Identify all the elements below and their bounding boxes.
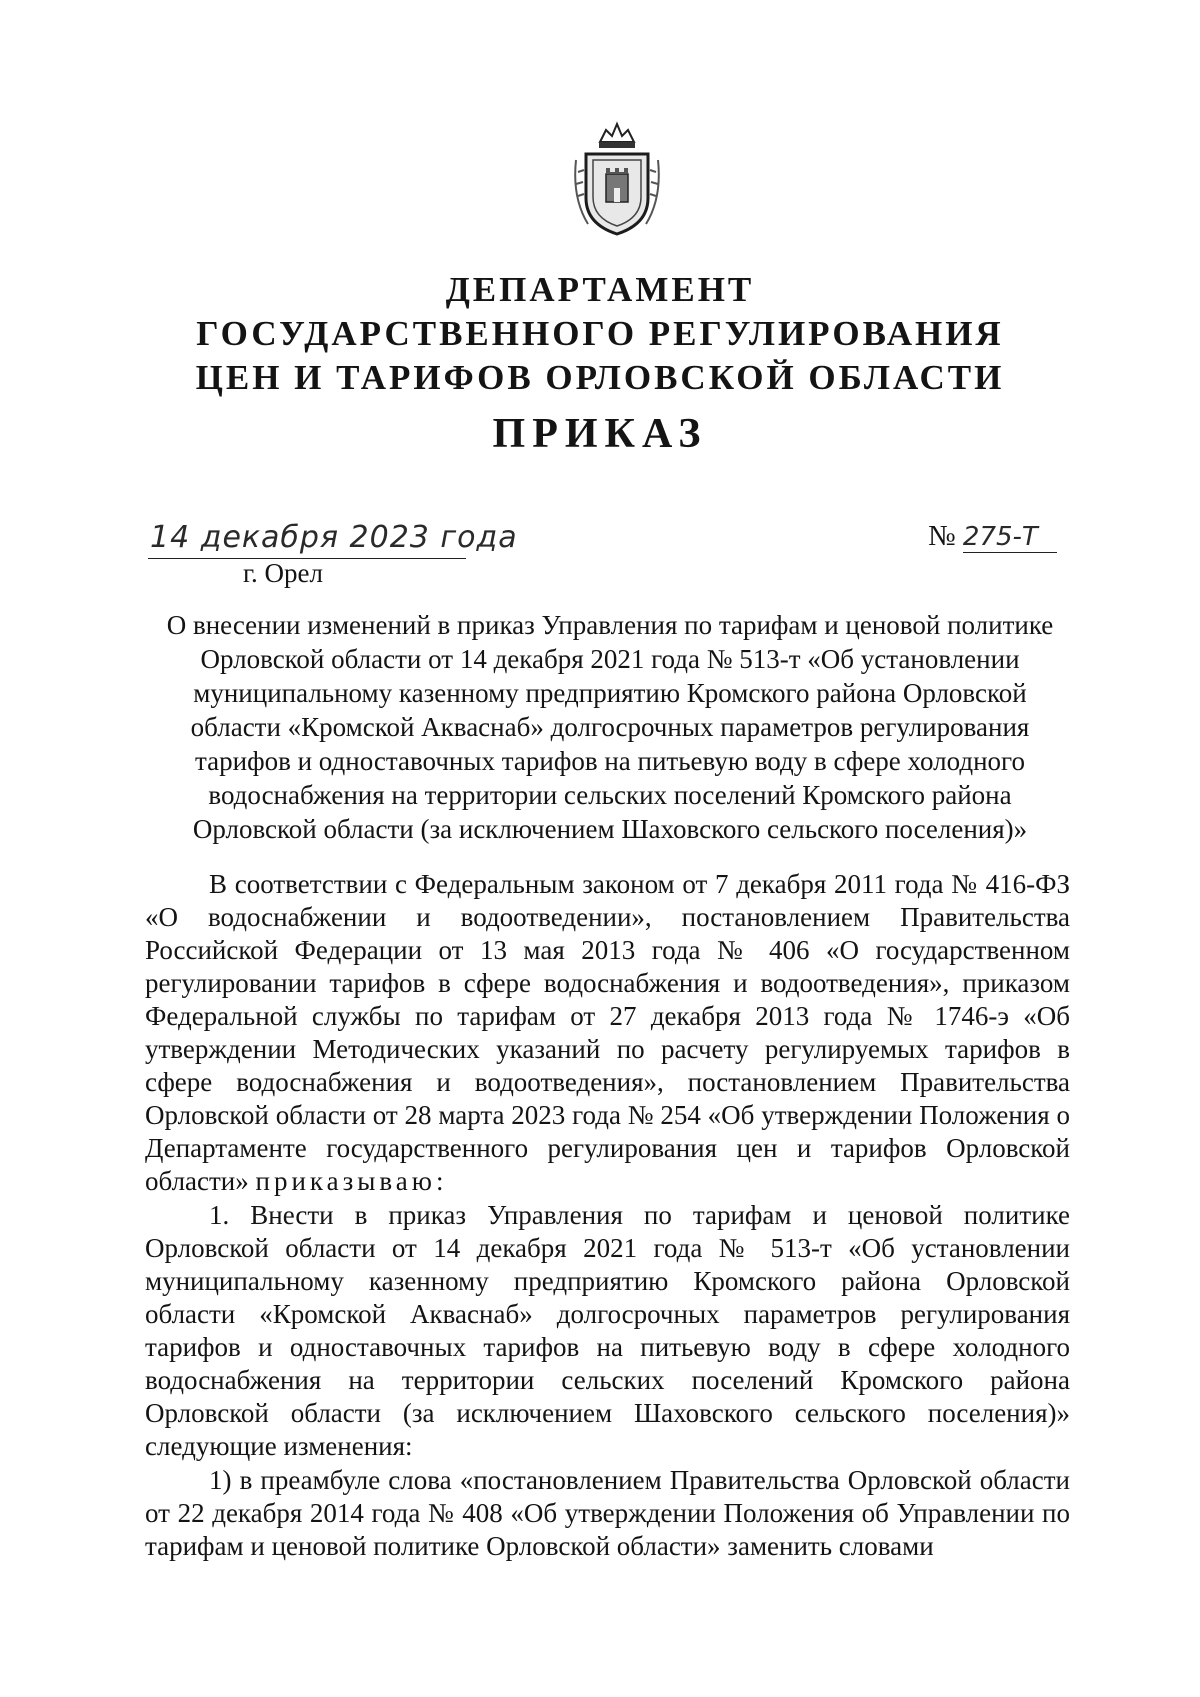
preamble-text: В соответствии с Федеральным законом от 7 декабря 2011 года № 416-ФЗ «О водоснабжении и водоотведении», постановлением Правительства Российской Федерации от 13 мая 2013 года № 406 «О государственном регулировании тарифов в сфере водоснабжения и водоотведения», приказом Федеральной службы по тарифам от 27 декабря 2013 года № 1746-э «Об утверждении Методических указаний по расчету регулируемых тарифов в сфере водоснабжения и водоотведения», постановлением Правительства Орловской области от 28 марта 2023 года № 254 «Об утверждении Положения о Департаменте государственного регулирования цен и тарифов Орловской области» (145, 869, 1070, 1196)
subject-line: О внесении изменений в приказ Управления по тарифам и ценовой политике (166, 610, 1054, 640)
subject-line: водоснабжения на территории сельских поселений Кромского района (208, 780, 1012, 810)
subject-line: тарифов и одноставочных тарифов на питьевую воду в сфере холодного (195, 746, 1025, 776)
order-subject (150, 608, 1070, 846)
preamble-paragraph (145, 868, 1070, 1198)
subject-line: области «Кромской Акваснаб» долгосрочных параметров регулирования (190, 712, 1030, 742)
item-1-1-paragraph: 1) в преамбуле слова «постановлением Правительства Орловской области от 22 декабря 2014 года № 408 «Об утверждении Положения об Управлении по тарифам и ценовой политике Орловской области» заменить словами (145, 1465, 1070, 1561)
number-value: 275-Т (962, 522, 1038, 552)
subject-line: Орловской области (за исключением Шаховского сельского поселения)» (192, 814, 1028, 844)
city: г. Орел (243, 558, 323, 588)
subject-line: муниципальному казенному предприятию Кромского района Орловской (193, 678, 1027, 708)
order-word: приказываю: (255, 1166, 448, 1196)
number-sign: № (928, 520, 956, 552)
order-date: 14 декабря 2023 года (150, 520, 518, 555)
department-name-line-1: ДЕПАРТАМЕНТ (445, 270, 755, 309)
document-type: ПРИКАЗ (492, 411, 708, 457)
subject-line: Орловской области от 14 декабря 2021 года № 513-т «Об установлении (200, 644, 1020, 674)
department-name (0, 268, 1200, 400)
number-underline (963, 552, 1057, 553)
department-name-line-2: ГОСУДАРСТВЕННОГО РЕГУЛИРОВАНИЯ (196, 314, 1004, 353)
coat-of-arms-icon (572, 120, 662, 238)
order-number (928, 520, 1038, 553)
item-1-paragraph: 1. Внести в приказ Управления по тарифам и ценовой политике Орловской области от 14 декабря 2021 года № 513-т «Об установлении муниципальному казенному предприятию Кромского района Орловской области «Кромской Акваснаб» долгосрочных параметров регулирования тарифов и одноставочных тарифов на питьевую воду в сфере холодного водоснабжения на территории сельских поселений Кромского района Орловской области (за исключением Шаховского сельского поселения)» следующие изменения: (145, 1200, 1070, 1461)
order-body (145, 868, 1070, 1563)
department-name-line-3: ЦЕН И ТАРИФОВ ОРЛОВСКОЙ ОБЛАСТИ (195, 358, 1005, 397)
